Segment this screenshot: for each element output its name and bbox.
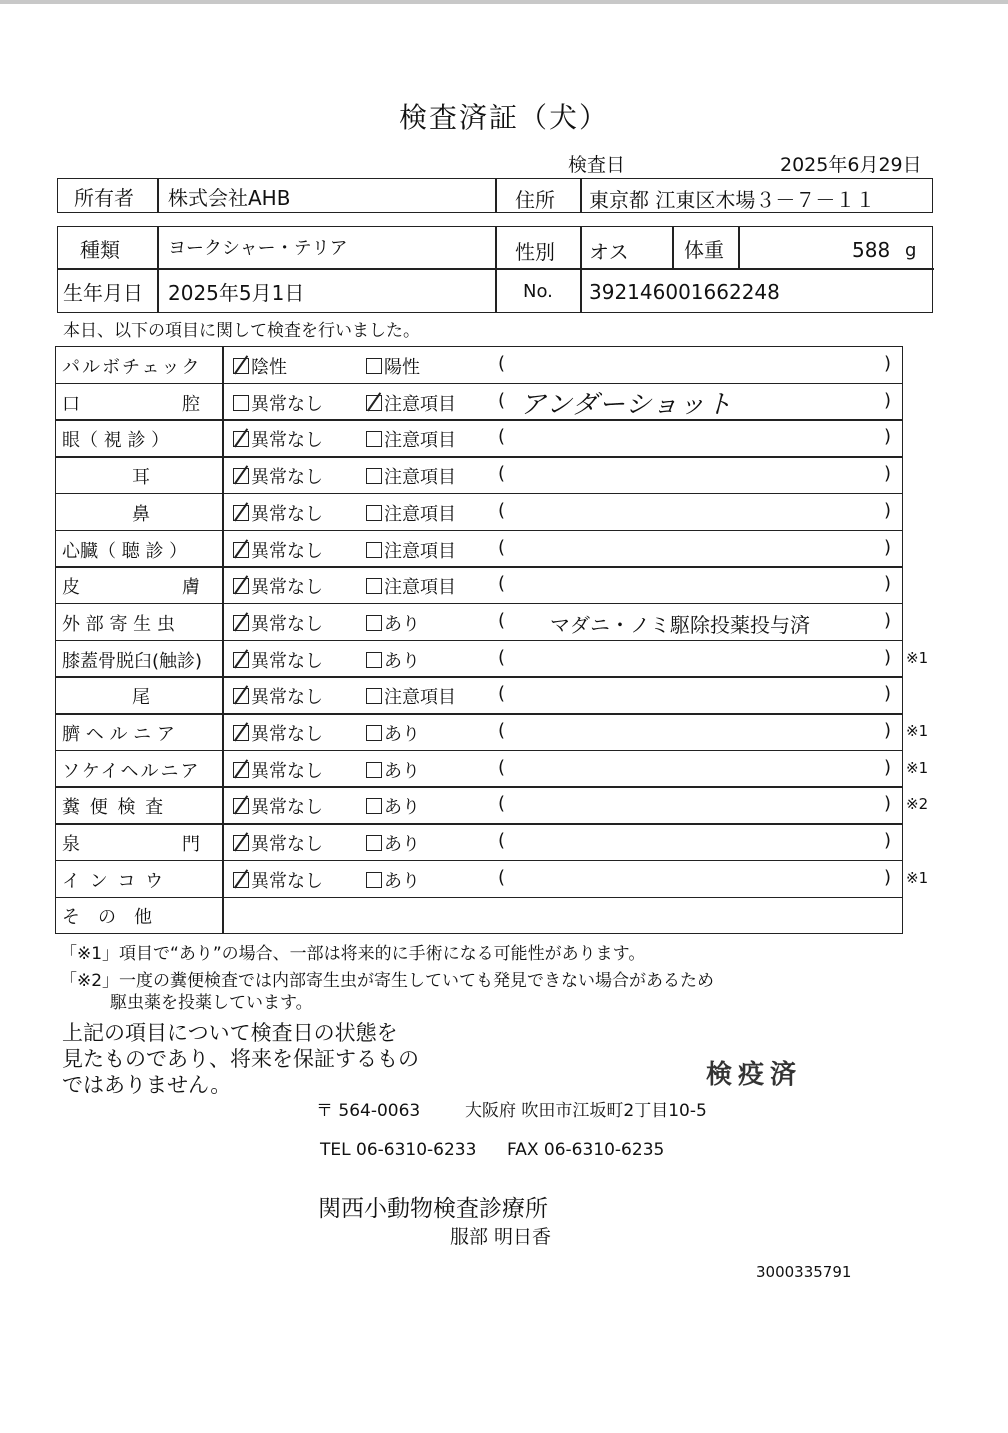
option-2[interactable]: [366, 463, 456, 489]
option-2-label: 注意項目: [384, 430, 456, 452]
checkbox-icon[interactable]: [366, 542, 382, 558]
disclaimer-line-2: 見たものであり、将来を保証するもの: [62, 1047, 419, 1071]
inspection-row: [0, 676, 1008, 713]
inspection-row: [0, 346, 1008, 383]
option-1-label: 異常なし: [251, 613, 323, 635]
open-paren: (: [498, 683, 506, 705]
checkbox-icon[interactable]: [233, 872, 249, 888]
disclaimer-line-1: 上記の項目について検査日の状態を: [62, 1021, 398, 1045]
close-paren: ): [884, 793, 892, 815]
checkbox-icon[interactable]: [366, 431, 382, 447]
option-1-label: 異常なし: [251, 430, 323, 452]
option-2[interactable]: [366, 720, 420, 746]
checkbox-icon[interactable]: [366, 358, 382, 374]
checkbox-icon[interactable]: [233, 652, 249, 668]
open-paren: (: [498, 353, 506, 374]
option-1-label: 異常なし: [251, 687, 323, 709]
close-paren: ): [884, 866, 892, 888]
open-paren: (: [498, 499, 506, 521]
checkbox-icon[interactable]: [366, 615, 382, 631]
open-paren: (: [498, 646, 506, 668]
option-2[interactable]: [366, 500, 456, 526]
footnote-mark: ※2: [906, 795, 929, 814]
close-paren: ): [884, 499, 892, 521]
close-paren: ): [884, 683, 892, 705]
option-2[interactable]: [366, 610, 420, 636]
close-paren: ): [884, 830, 892, 852]
checkbox-icon[interactable]: [366, 835, 382, 851]
checkbox-icon[interactable]: [366, 872, 382, 888]
option-2-label: あり: [384, 613, 420, 635]
checkbox-icon[interactable]: [366, 395, 382, 411]
footnote-2a: 「※2」一度の糞便検査では内部寄生虫が寄生していても発見できない場合があるため: [60, 971, 715, 991]
option-1[interactable]: [233, 390, 323, 416]
checkbox-icon[interactable]: [233, 431, 249, 447]
disclaimer-line-3: ではありません。: [62, 1073, 232, 1097]
option-2-label: あり: [384, 797, 420, 819]
option-2[interactable]: [366, 793, 420, 819]
option-1-label: 異常なし: [251, 834, 323, 856]
option-1[interactable]: [233, 500, 323, 526]
close-paren: ): [884, 426, 892, 448]
inspection-item-label: 膝蓋骨脱臼(触診): [62, 650, 203, 672]
open-paren: (: [498, 866, 506, 888]
close-paren: ): [884, 573, 892, 595]
postal-code: 〒 564-0063: [316, 1101, 421, 1121]
clinic-fax: FAX 06-6310-6235: [507, 1140, 665, 1160]
inspection-item-label: 尾: [132, 687, 152, 709]
inspection-item-label: ソケイヘルニア: [62, 760, 201, 782]
checkbox-icon[interactable]: [233, 725, 249, 741]
footnote-1: 「※1」項目で“あり”の場合、一部は将来的に手術になる可能性があります。: [60, 944, 646, 964]
option-2-label: あり: [384, 724, 420, 745]
option-1-label: 異常なし: [251, 503, 323, 525]
option-1-label: 異常なし: [251, 650, 323, 672]
option-2[interactable]: [366, 647, 420, 673]
footnote-mark: ※1: [906, 722, 929, 740]
number-label: No.: [523, 281, 553, 302]
inspection-note: マダニ・ノミ駆除投薬投与済: [550, 612, 810, 637]
inspection-date: 2025年6月29日: [780, 154, 922, 176]
checkbox-icon[interactable]: [233, 505, 249, 521]
weight-value: 588: [852, 238, 891, 262]
option-2-label: 陽性: [384, 357, 420, 378]
checkbox-icon[interactable]: [233, 835, 249, 851]
handwritten-note: アンダーショット: [520, 389, 733, 420]
option-2[interactable]: [366, 830, 420, 856]
owner-label: 所有者: [74, 186, 134, 210]
open-paren: (: [498, 609, 506, 631]
option-2-label: 注意項目: [384, 540, 456, 562]
option-2[interactable]: [366, 426, 456, 452]
checkbox-icon[interactable]: [366, 762, 382, 778]
option-2[interactable]: [366, 390, 456, 416]
checkbox-icon[interactable]: [233, 688, 249, 704]
intro-text: 本日、以下の項目に関して検査を行いました。: [63, 321, 420, 341]
open-paren: (: [498, 793, 506, 815]
inspection-row: [0, 713, 1008, 750]
option-1-label: 異常なし: [251, 393, 323, 415]
checkbox-icon[interactable]: [233, 798, 249, 814]
checkbox-icon[interactable]: [366, 688, 382, 704]
option-1[interactable]: [233, 537, 323, 563]
option-2-label: 注意項目: [384, 503, 456, 525]
inspection-item-label: 耳: [132, 467, 152, 489]
checkbox-icon[interactable]: [233, 578, 249, 594]
option-2[interactable]: [366, 537, 456, 563]
option-2[interactable]: [366, 683, 456, 709]
open-paren: (: [498, 720, 506, 741]
option-1[interactable]: [233, 426, 323, 452]
open-paren: (: [498, 426, 506, 448]
option-1[interactable]: [233, 867, 323, 893]
option-2-label: あり: [384, 834, 420, 856]
breed-value: ヨークシャー・テリア: [168, 238, 348, 259]
footnote-mark: ※1: [906, 868, 929, 887]
option-2-label: あり: [384, 870, 420, 892]
footnote-mark: ※1: [906, 648, 929, 667]
option-2-label: あり: [384, 760, 420, 782]
option-1[interactable]: [233, 793, 323, 819]
option-1[interactable]: [233, 353, 287, 379]
option-1-label: 陰性: [251, 357, 287, 378]
inspection-item-label: 口 腔: [62, 393, 202, 415]
inspection-item-label: 皮 膚: [62, 577, 202, 599]
weight-label: 体重: [684, 238, 724, 262]
inspection-row: [0, 456, 1008, 493]
option-1-label: 異常なし: [251, 724, 323, 745]
close-paren: ): [884, 353, 892, 374]
clinic-tel: TEL 06-6310-6233: [320, 1140, 477, 1160]
address-value: 東京都 江東区木場３－７－１１: [589, 188, 876, 212]
inspection-row: [0, 530, 1008, 567]
checkbox-icon[interactable]: [233, 762, 249, 778]
clinic-name: 関西小動物検査診療所: [318, 1196, 548, 1222]
other-label: そ の 他: [62, 907, 152, 928]
inspection-row: [0, 603, 1008, 640]
owner-value: 株式会社AHB: [168, 186, 291, 210]
checkbox-icon[interactable]: [366, 725, 382, 741]
inspection-item-label: 心臓（ 聴 診 ）: [62, 540, 188, 562]
option-1[interactable]: [233, 720, 323, 746]
checkbox-icon[interactable]: [233, 395, 249, 411]
inspection-item-label: 眼（ 視 診 ）: [62, 430, 170, 452]
inspection-row: [0, 640, 1008, 677]
inspection-row: [0, 823, 1008, 860]
page-title: 検査済証（犬）: [398, 101, 609, 134]
checkbox-icon[interactable]: [366, 505, 382, 521]
breed-label: 種類: [80, 238, 120, 262]
option-2[interactable]: [366, 867, 420, 893]
option-1-label: 異常なし: [251, 797, 323, 819]
checkbox-icon[interactable]: [233, 542, 249, 558]
checkbox-icon[interactable]: [366, 798, 382, 814]
option-1-label: 異常なし: [251, 760, 323, 782]
doctor-name: 服部 明日香: [450, 1226, 552, 1248]
open-paren: (: [498, 463, 506, 485]
open-paren: (: [498, 756, 506, 778]
checkbox-icon[interactable]: [366, 468, 382, 484]
close-paren: ): [884, 609, 892, 631]
inspection-row: [0, 860, 1008, 897]
inspection-item-label: 糞 便 検 査: [62, 797, 166, 819]
inspection-date-label: 検査日: [568, 154, 626, 176]
option-2-label: 注意項目: [384, 467, 456, 489]
inspection-row: [0, 383, 1008, 420]
birth-value: 2025年5月1日: [168, 281, 305, 305]
option-2-label: 注意項目: [384, 687, 456, 709]
close-paren: ): [884, 389, 892, 411]
option-1[interactable]: [233, 463, 323, 489]
option-1[interactable]: [233, 573, 323, 599]
document-number: 3000335791: [756, 1263, 852, 1281]
option-1-label: 異常なし: [251, 870, 323, 892]
close-paren: ): [884, 463, 892, 485]
checkbox-icon[interactable]: [366, 652, 382, 668]
option-1[interactable]: [233, 647, 323, 673]
sex-value: オス: [589, 240, 629, 264]
close-paren: ): [884, 756, 892, 778]
inspection-item-label: パルボチェック: [62, 357, 202, 378]
close-paren: ): [884, 720, 892, 741]
option-1[interactable]: [233, 683, 323, 709]
checkbox-icon[interactable]: [233, 358, 249, 374]
inspection-item-label: 臍 ヘ ル ニ ア: [62, 724, 175, 745]
checkbox-icon[interactable]: [233, 468, 249, 484]
option-1[interactable]: [233, 610, 323, 636]
quarantine-stamp: 検疫済: [706, 1060, 803, 1090]
option-2[interactable]: [366, 573, 456, 599]
inspection-item-label: 鼻: [132, 503, 152, 525]
footnote-2b: 駆虫薬を投薬しています。: [110, 993, 313, 1013]
birth-label: 生年月日: [63, 281, 143, 305]
checkbox-icon[interactable]: [233, 615, 249, 631]
option-2-label: あり: [384, 650, 420, 672]
inspection-row: [0, 419, 1008, 456]
inspection-item-label: イ ン コ ウ: [62, 870, 166, 892]
weight-unit: g: [905, 240, 917, 261]
inspection-row: [0, 750, 1008, 787]
option-2-label: 注意項目: [384, 577, 456, 599]
footnote-mark: ※1: [906, 758, 929, 777]
open-paren: (: [498, 536, 506, 558]
option-2[interactable]: [366, 757, 420, 783]
inspection-item-label: 外 部 寄 生 虫: [62, 613, 175, 635]
number-value: 392146001662248: [589, 280, 780, 304]
open-paren: (: [498, 389, 506, 411]
inspection-row: [0, 786, 1008, 823]
open-paren: (: [498, 573, 506, 595]
checkbox-icon[interactable]: [366, 578, 382, 594]
option-1-label: 異常なし: [251, 577, 323, 599]
option-1[interactable]: [233, 830, 323, 856]
option-1-label: 異常なし: [251, 467, 323, 489]
scan-edge: [0, 0, 1008, 4]
address-label: 住所: [515, 188, 555, 212]
open-paren: (: [498, 830, 506, 852]
clinic-address: 大阪府 吹田市江坂町2丁目10-5: [465, 1101, 707, 1121]
close-paren: ): [884, 536, 892, 558]
option-2[interactable]: [366, 353, 420, 379]
sex-label: 性別: [515, 240, 555, 264]
inspection-item-label: 泉 門: [62, 834, 202, 856]
inspection-row: [0, 566, 1008, 603]
option-2-label: 注意項目: [384, 393, 456, 415]
close-paren: ): [884, 646, 892, 668]
inspection-row: [0, 493, 1008, 530]
option-1-label: 異常なし: [251, 540, 323, 562]
option-1[interactable]: [233, 757, 323, 783]
